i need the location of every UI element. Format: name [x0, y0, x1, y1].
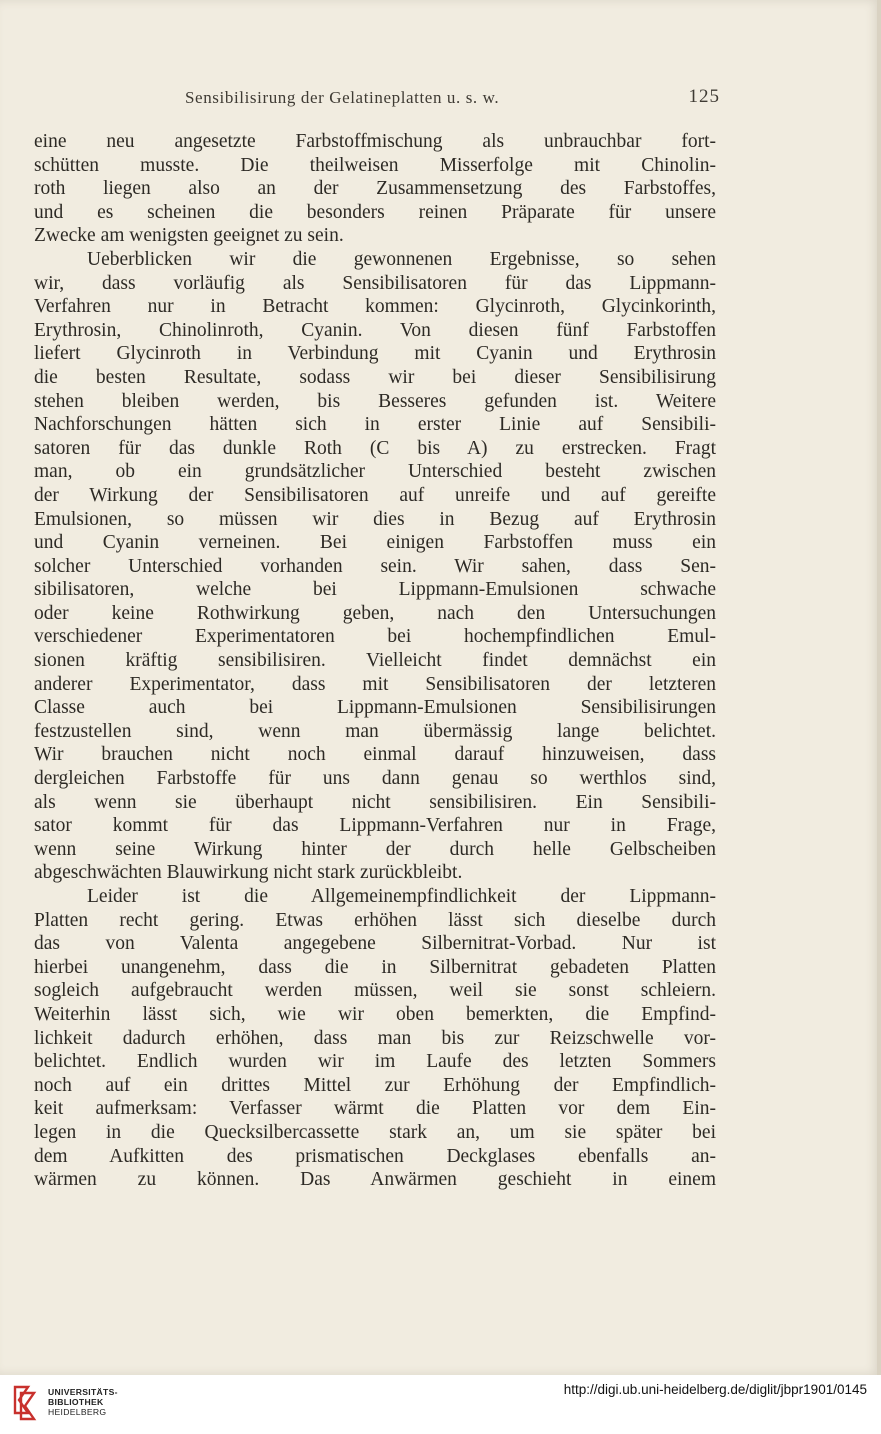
text-line: roth liegen also an der Zusammensetzung des Farbstoffes, — [34, 178, 716, 200]
library-name-line: UNIVERSITÄTS- — [48, 1387, 118, 1397]
permalink-url[interactable]: http://digi.ub.uni-heidelberg.de/diglit/jbpr1901/0145 — [563, 1382, 867, 1397]
library-logo-icon — [12, 1383, 38, 1423]
text-line: hierbei unangenehm, dass die in Silbernitrat gebadeten Platten — [34, 956, 716, 978]
text-line: Erythrosin, Chinolinroth, Cyanin. Von diesen fünf Farbstoffen — [34, 319, 716, 341]
text-line: und es scheinen die besonders reinen Präparate für unsere — [34, 201, 716, 223]
text-line: dem Aufkitten des prismatischen Deckglases ebenfalls an- — [34, 1145, 716, 1167]
text-line: Platten recht gering. Etwas erhöhen lässt sich dieselbe durch — [34, 909, 716, 931]
text-line: als wenn sie überhaupt nicht sensibilisiren. Ein Sensibili- — [34, 791, 716, 813]
text-line: der Wirkung der Sensibilisatoren auf unreife und auf gereifte — [34, 484, 716, 506]
text-line: schütten musste. Die theilweisen Misserfolge mit Chinolin- — [34, 154, 716, 176]
text-line: sibilisatoren, welche bei Lippmann-Emulsionen schwache — [34, 579, 716, 601]
text-line: keit aufmerksam: Verfasser wärmt die Platten vor dem Ein- — [34, 1098, 716, 1120]
running-title: Sensibilisirung der Gelatineplatten u. s. w. — [185, 88, 500, 107]
text-line: Weiterhin lässt sich, wie wir oben bemerkten, die Empfind- — [34, 1003, 716, 1025]
text-line: und Cyanin verneinen. Bei einigen Farbstoffen muss ein — [34, 532, 716, 554]
text-line: wenn seine Wirkung hinter der durch helle Gelbscheiben — [34, 838, 716, 860]
library-name — [48, 1387, 118, 1417]
body-text — [34, 130, 716, 1192]
text-line: die besten Resultate, sodass wir bei dieser Sensibilisirung — [34, 366, 716, 388]
text-line: sogleich aufgebraucht werden müssen, weil sie sonst schleiern. — [34, 980, 716, 1002]
text-line: anderer Experimentator, dass mit Sensibilisatoren der letzteren — [34, 673, 716, 695]
text-line: lichkeit dadurch erhöhen, dass man bis zur Reizschwelle vor- — [34, 1027, 716, 1049]
text-line: wärmen zu können. Das Anwärmen geschieht in einem — [34, 1169, 716, 1191]
text-line: Nachforschungen hätten sich in erster Linie auf Sensibili- — [34, 414, 716, 436]
text-line: man, ob ein grundsätzlicher Unterschied besteht zwischen — [34, 461, 716, 483]
text-line: noch auf ein drittes Mittel zur Erhöhung der Empfindlich- — [34, 1074, 716, 1096]
text-line: solcher Unterschied vorhanden sein. Wir sahen, dass Sen- — [34, 555, 716, 577]
text-line: oder keine Rothwirkung geben, nach den Untersuchungen — [34, 602, 716, 624]
text-line: festzustellen sind, wenn man übermässig lange belichtet. — [34, 720, 716, 742]
text-line: Verfahren nur in Betracht kommen: Glycinroth, Glycinkorinth, — [34, 296, 716, 318]
text-line: abgeschwächten Blauwirkung nicht stark zurückbleibt. — [34, 862, 463, 884]
text-line: dergleichen Farbstoffe für uns dann genau so werthlos sind, — [34, 768, 716, 790]
library-name-line: HEIDELBERG — [48, 1407, 107, 1417]
text-line: eine neu angesetzte Farbstoffmischung als unbrauchbar fort- — [34, 131, 716, 152]
text-line: Ueberblicken wir die gewonnenen Ergebnisse, so sehen — [87, 248, 716, 270]
text-line: stehen bleiben werden, bis Besseres gefunden ist. Weitere — [34, 390, 716, 412]
text-line: Classe auch bei Lippmann-Emulsionen Sensibilisirungen — [34, 697, 716, 719]
text-line: das von Valenta angegebene Silbernitrat-Vorbad. Nur ist — [34, 933, 716, 955]
text-line: wir, dass vorläufig als Sensibilisatoren für das Lippmann- — [34, 272, 716, 294]
text-line: verschiedener Experimentatoren bei hochempfindlichen Emul- — [34, 626, 716, 648]
text-line: Emulsionen, so müssen wir dies in Bezug auf Erythrosin — [34, 508, 716, 530]
text-line: Zwecke am wenigsten geeignet zu sein. — [34, 225, 344, 247]
text-line: Leider ist die Allgemeinempfindlichkeit der Lippmann- — [87, 886, 716, 907]
text-line: belichtet. Endlich wurden wir im Laufe des letzten Sommers — [34, 1051, 716, 1073]
text-line: legen in die Quecksilbercassette stark an, um sie später bei — [34, 1121, 716, 1143]
page-number: 125 — [688, 86, 720, 107]
text-line: sator kommt für das Lippmann-Verfahren nur in Frage, — [34, 815, 716, 837]
text-line: liefert Glycinroth in Verbindung mit Cyanin und Erythrosin — [34, 343, 716, 365]
text-line: Wir brauchen nicht noch einmal darauf hinzuweisen, dass — [34, 744, 716, 766]
text-line: sionen kräftig sensibilisiren. Vielleicht findet demnächst ein — [34, 650, 716, 672]
library-name-line: BIBLIOTHEK — [48, 1397, 104, 1407]
text-line: satoren für das dunkle Roth (C bis A) zu erstrecken. Fragt — [34, 437, 716, 459]
